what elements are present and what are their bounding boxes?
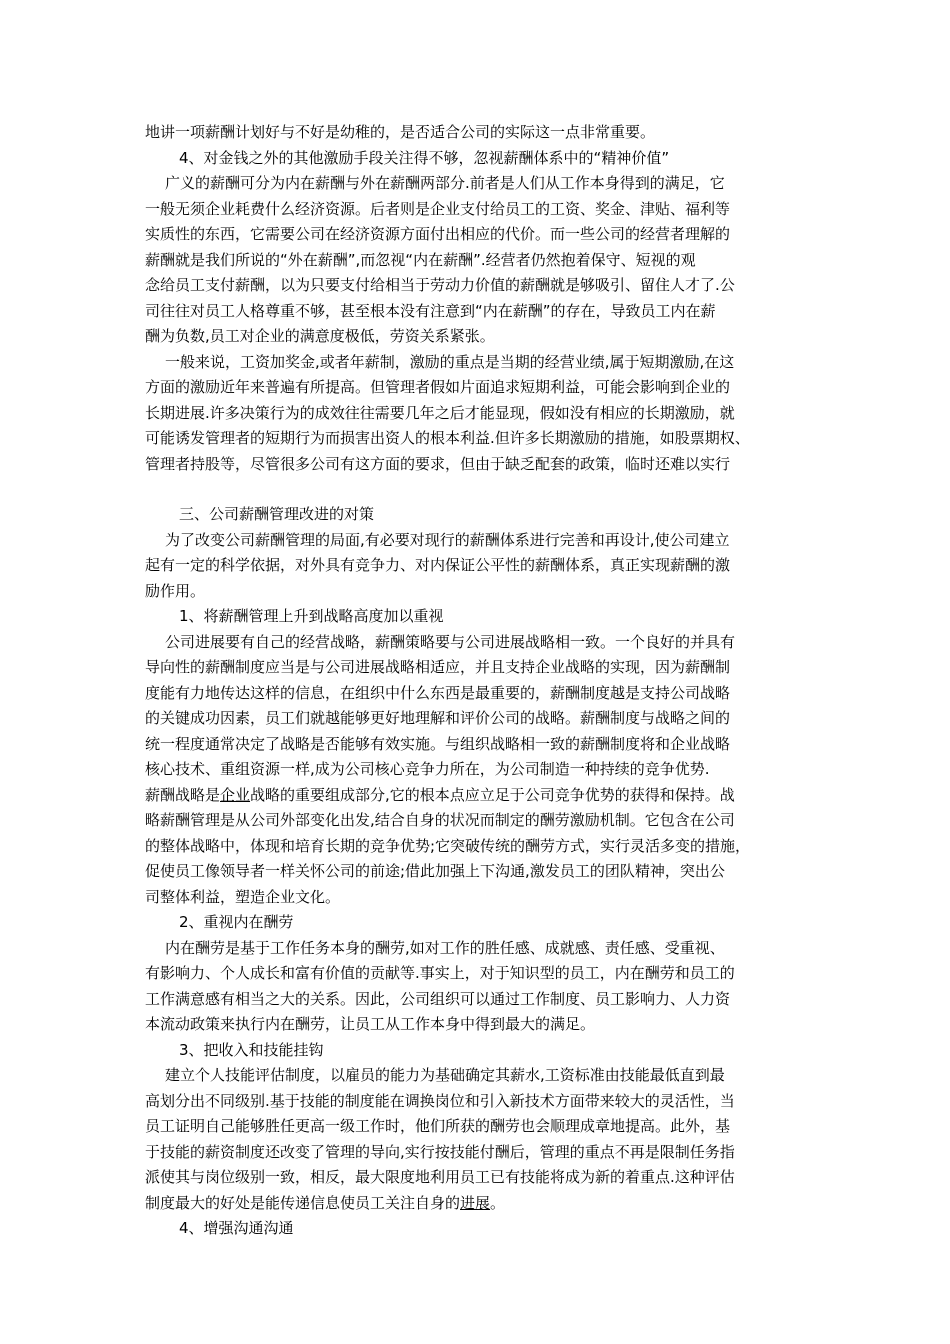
paragraph-line: 为了改变公司薪酬管理的局面,有必要对现行的薪酬体系进行完善和再设计,使公司建立 (165, 530, 730, 549)
blank-line (145, 477, 815, 502)
paragraph-line: 广义的薪酬可分为内在薪酬与外在薪酬两部分.前者是人们从工作本身得到的满足，它 (165, 174, 725, 192)
paragraph-line (145, 783, 815, 809)
paragraph-line: 派使其与岗位级别一致，相反，最大限度地利用员工已有技能将成为新的着重点.这种评估 (145, 1168, 735, 1186)
paragraph-line: 高划分出不同级别.基于技能的制度能在调换岗位和引入新技术方面带来较大的灵活性，当 (145, 1091, 735, 1110)
paragraph-line: 念给员工支付薪酬，以为只要支付给相当于劳动力价值的薪酬就是够吸引、留住人才了.公 (145, 276, 735, 294)
enterprise-link[interactable]: 企业 (220, 785, 251, 804)
subsection-heading: 4、增强沟通沟通 (179, 1219, 294, 1237)
paragraph-line: 一般无须企业耗费什么经济资源。后者则是企业支付给员工的工资、奖金、津贴、福利等 (145, 199, 731, 218)
text-segment: 薪酬战略是 (145, 785, 221, 804)
paragraph-line: 统一程度通常决定了战略是否能够有效实施。与组织战略相一致的薪酬制度将和企业战略 (145, 734, 731, 753)
paragraph-line: 一般来说，工资加奖金,或者年薪制，激励的重点是当期的经营业绩,属于短期激励,在这 (165, 352, 735, 371)
paragraph-line: 地讲一项薪酬计划好与不好是幼稚的，是否适合公司的实际这一点非常重要。 (145, 123, 656, 141)
paragraph-line: 司往往对员工人格尊重不够，甚至根本没有注意到“内在薪酬”的存在，导致员工内在薪 (145, 301, 716, 320)
paragraph-line: 工作满意感有相当之大的关系。因此，公司组织可以通过工作制度、员工影响力、人力资 (145, 989, 731, 1008)
paragraph-line: 内在酬劳是基于工作任务本身的酬劳,如对工作的胜任感、成就感、责任感、受重视、 (165, 938, 725, 957)
paragraph-line: 本流动政策来执行内在酬劳，让员工从工作本身中得到最大的满足。 (145, 1015, 596, 1033)
text-segment: 。 (490, 1193, 506, 1212)
paragraph-line: 管理者持股等，尽管很多公司有这方面的要求，但由于缺乏配套的政策，临时还难以实行 (145, 454, 731, 473)
paragraph-line: 可能诱发管理者的短期行为而损害出资人的根本利益.但许多长期激励的措施，如股票期权、 (145, 429, 750, 447)
subsection-heading: 3、把收入和技能挂钩 (179, 1040, 324, 1059)
paragraph-line: 度能有力地传达这样的信息，在组织中什么东西是最重要的，薪酬制度越是支持公司战略 (145, 683, 731, 702)
paragraph-line: 公司进展要有自己的经营战略，薪酬策略要与公司进展战略相一致。一个良好的并具有 (165, 632, 736, 651)
section-heading: 4、对金钱之外的其他激励手段关注得不够，忽视薪酬体系中的“精神价值” (179, 148, 670, 167)
paragraph-line: 核心技术、重组资源一样,成为公司核心竞争力所在，为公司制造一种持续的竞争优势. (145, 760, 710, 778)
paragraph-line: 方面的激励近年来普遍有所提高。但管理者假如片面追求短期利益，可能会影响到企业的 (145, 378, 731, 396)
paragraph-line: 导向性的薪酬制度应当是与公司进展战略相适应，并且支持企业战略的实现，因为薪酬制 (145, 658, 731, 676)
paragraph-line: 实质性的东西，它需要公司在经济资源方面付出相应的代价。而一些公司的经营者理解的 (145, 225, 731, 243)
paragraph-line: 长期进展.许多决策行为的成效往往需要几年之后才能显现，假如没有相应的长期激励，就 (145, 403, 735, 422)
progress-link[interactable]: 进展 (460, 1193, 491, 1212)
paragraph-line: 司整体利益，塑造企业文化。 (145, 887, 341, 906)
paragraph-line: 的关键成功因素，员工们就越能够更好地理解和评价公司的战略。薪酬制度与战略之间的 (145, 709, 731, 727)
paragraph-line: 促使员工像领导者一样关怀公司的前途;借此加强上下沟通,激发员工的团队精神，突出公 (145, 862, 725, 880)
section-heading: 三、公司薪酬管理改进的对策 (179, 505, 375, 523)
paragraph-line: 励作用。 (145, 581, 206, 600)
paragraph-line: 建立个人技能评估制度，以雇员的能力为基础确定其薪水,工资标准由技能最低直到最 (165, 1066, 725, 1084)
paragraph-line: 员工证明自己能够胜任更高一级工作时，他们所获的酬劳也会顺理成章地提高。此外，基 (145, 1117, 731, 1135)
paragraph-line: 薪酬就是我们所说的“外在薪酬”,而忽视“内在薪酬”.经营者仍然抱着保守、短视的观 (145, 250, 696, 269)
paragraph-line: 起有一定的科学依据，对外具有竞争力、对内保证公平性的薪酬体系，真正实现薪酬的激 (145, 556, 731, 574)
document-body (145, 120, 815, 1242)
paragraph-line: 酬为负数,员工对企业的满意度极低，劳资关系紧张。 (145, 327, 495, 345)
paragraph-line: 于技能的薪资制度还改变了管理的导向,实行按技能付酬后，管理的重点不再是限制任务指 (145, 1142, 735, 1161)
paragraph-line: 的整体战略中，体现和培育长期的竞争优势;它突破传统的酬劳方式，实行灵活多变的措施， (145, 836, 751, 855)
paragraph-line: 略薪酬管理是从公司外部变化出发,结合自身的状况而制定的酬劳激励机制。它包含在公司 (145, 811, 735, 829)
subsection-heading: 2、重视内在酬劳 (179, 913, 294, 931)
paragraph-line (145, 1191, 815, 1217)
text-segment: 制度最大的好处是能传递信息使员工关注自身的 (145, 1193, 461, 1212)
paragraph-line: 有影响力、个人成长和富有价值的贡献等.事实上，对于知识型的员工，内在酬劳和员工的 (145, 964, 735, 982)
subsection-heading: 1、将薪酬管理上升到战略高度加以重视 (179, 607, 444, 625)
text-segment: 战略的重要组成部分,它的根本点应立足于公司竞争优势的获得和保持。战 (250, 785, 735, 804)
